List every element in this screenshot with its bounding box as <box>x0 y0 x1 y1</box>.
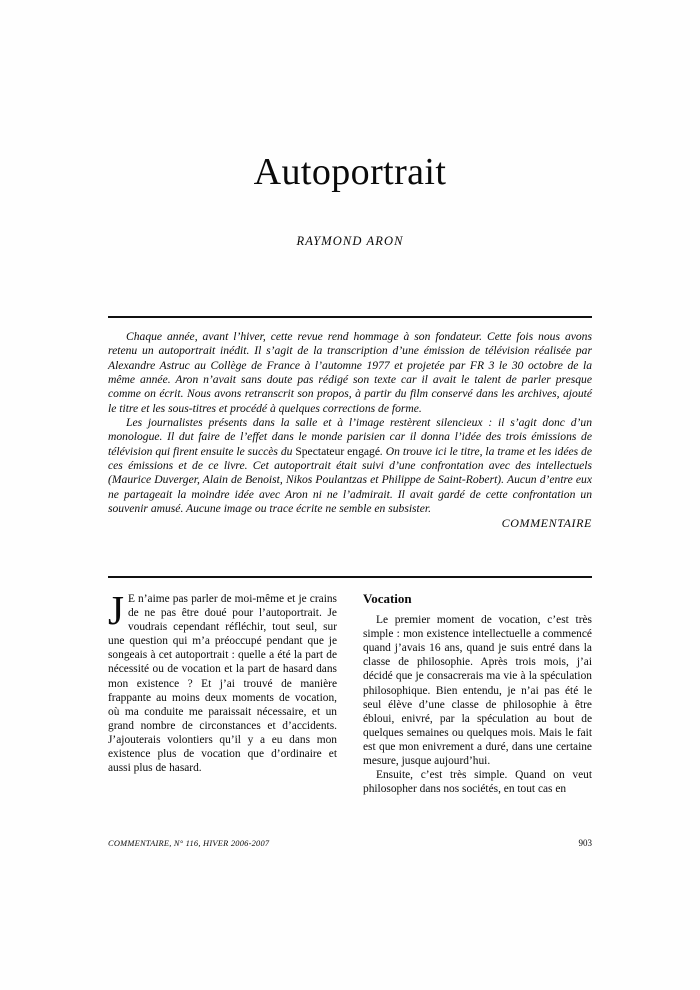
left-column-paragraph-1 <box>108 587 337 775</box>
abstract-paragraph-2 <box>108 416 592 516</box>
left-column-paragraph-1-text: n’aime pas parler de moi-même et je crains de ne pas être doué pour l’autoportrait. Je voudrais cependant réfléchir, tout seul, sur une question qui m’a préoccupé pendant que je songeais à cet autoportrait : quelle a été la part de nécessité ou de vocation et la part de hasard dans mon existence ? Et j’ai trouvé de manière frappante au moins deux moments de vocation, où ma conduite me paraissait nécessaire, et un grand nombre de circonstances et d’accidents. J’ajouterais volontiers qu’il y a eu dans mon existence plus de vocation que d’ordinaire et aussi plus de hasard. <box>108 593 337 775</box>
footer-page-number: 903 <box>578 838 592 848</box>
article-author: RAYMOND ARON <box>296 233 404 248</box>
right-column <box>363 592 592 822</box>
page-title: Autoportrait <box>253 151 447 193</box>
abstract-paragraph-2-lead: Les journalistes présents dans la salle et à l’image restèrent silencieux : il s’agit donc d’un monologue. Il dut faire de l’effet dans le monde parisien car il donna l’idée des trois émissions de télévision qui firent ensuite le succès du <box>108 416 592 458</box>
horizontal-rule-bottom <box>108 576 592 578</box>
body-columns <box>108 587 592 822</box>
abstract-paragraph-1-text: Chaque année, avant l’hiver, cette revue rend hommage à son fondateur. Cette fois nous avons retenu un autoportrait inédit. Il s’agit de la transcription d’une émission de télévision réalisée par Alexandre Astruc au Collège de France à l’automne 1977 et projetée par FR 3 le 30 octobre de la même année. Aron n’avait sans doute pas rédigé son texte car il avait le talent de parler presque comme on écrit. Nous avons retranscrit son propos, à partir du film conservé dans les archives, ajouté le titre et les sous-titres et procédé à quelques corrections de forme. <box>108 330 592 415</box>
abstract-signature: COMMENTAIRE <box>501 516 592 531</box>
section-heading-vocation: Vocation <box>363 591 412 606</box>
right-column-paragraph-1: Le premier moment de vocation, c’est très simple : mon existence intellectuelle a commencé quand j’avais 16 ans, quand je suis entré dans la classe de philosophie. Après trois mois, j’ai décidé que je consacrerais ma vie à la spéculation philosophique. Bien entendu, je n’ai pas été le seul élève d’une classe de philosophie à être ébloui, enivré, par la spéculation au bout de quelques semaines ou quelques mois. Mais le fait est que mon enivrement a duré, dans une certaine mesure, jusque aujourd’hui. <box>363 614 592 768</box>
abstract-block <box>108 330 592 531</box>
left-column <box>108 587 337 822</box>
drop-cap-letter: J <box>108 587 124 633</box>
title-block <box>0 152 700 249</box>
abstract-paragraph-1 <box>108 330 592 416</box>
opening-small-caps: E <box>127 593 135 605</box>
right-column-paragraph-2: Ensuite, c’est très simple. Quand on veut philosopher dans nos sociétés, en tout cas en <box>363 769 592 796</box>
footer-source-line: COMMENTAIRE, N° 116, HIVER 2006-2007 <box>108 839 270 848</box>
abstract-paragraph-2-tail: . On trouve ici le titre, la trame et les idées de ces émissions et de ce livre. Cet autoportrait était suivi d’une confrontation avec des intellectuels (Maurice Duverger, Alain de Benoist, Nikos Poulantzas et Philippe de Saint-Robert). Aucun d’entre eux ne partageait la moindre idée avec Aron ni ne l’admirait. Il avait gardé de cette confrontation un souvenir amusé. Aucune image ou trace écrite ne semble en subsister. <box>108 444 592 516</box>
abstract-cited-title: Spectateur engagé <box>295 444 380 458</box>
page-footer <box>108 838 592 848</box>
horizontal-rule-top <box>108 316 592 318</box>
